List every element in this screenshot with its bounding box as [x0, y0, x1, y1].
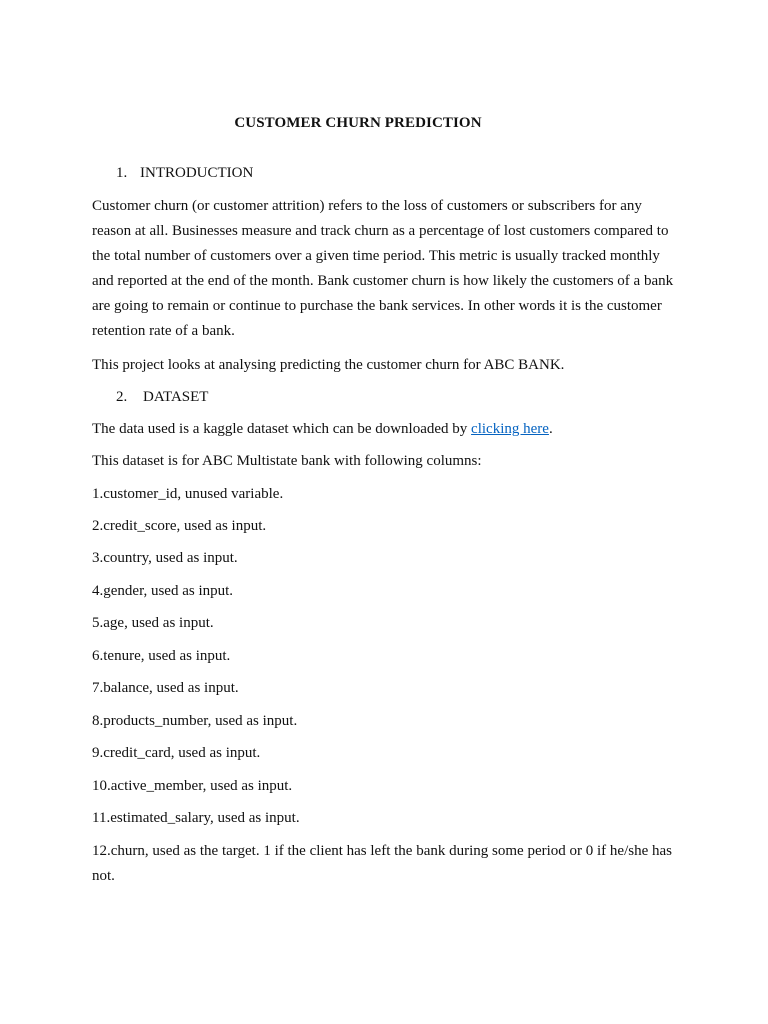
column-item: 8.products_number, used as input.	[92, 713, 298, 729]
dataset-intro	[92, 421, 553, 438]
section-number: 2.	[116, 389, 128, 405]
column-item-target: 12.churn, used as the target. 1 if the client has left the bank during some period or 0 if he/she has not.	[92, 843, 672, 884]
column-item: 3.country, used as input.	[92, 550, 238, 566]
column-item: 4.gender, used as input.	[92, 583, 234, 599]
column-item: 9.credit_card, used as input.	[92, 745, 261, 761]
section-heading-dataset	[116, 389, 208, 406]
column-item: 10.active_member, used as input.	[92, 778, 293, 794]
column-item: 2.credit_score, used as input.	[92, 518, 267, 534]
column-item: 5.age, used as input.	[92, 615, 214, 631]
document-title: CUSTOMER CHURN PREDICTION	[234, 115, 482, 131]
introduction-paragraph: Customer churn (or customer attrition) refers to the loss of customers or subscribers for any reason at all. Businesses measure and track churn as a percentage of lost customers compared to the total number of customers over a given time period. This metric is usually tracked monthly and reported at the end of the month. Bank customer churn is how likely the customers of a bank are going to remain or continue to purchase the bank services. In other words it is the customer retention rate of a bank.	[92, 198, 674, 339]
section-heading-introduction	[116, 165, 253, 182]
section-number: 1.	[116, 165, 128, 181]
project-statement: This project looks at analysing predicting the customer churn for ABC BANK.	[92, 357, 565, 373]
column-item: 7.balance, used as input.	[92, 680, 239, 696]
column-item: 6.tenure, used as input.	[92, 648, 231, 664]
clicking-here-link[interactable]: clicking here	[471, 421, 549, 437]
section-title: DATASET	[143, 389, 209, 405]
dataset-intro-suffix: .	[548, 421, 553, 437]
columns-intro: This dataset is for ABC Multistate bank with following columns:	[92, 453, 482, 469]
column-item: 11.estimated_salary, used as input.	[92, 810, 300, 826]
column-item: 1.customer_id, unused variable.	[92, 486, 284, 502]
dataset-intro-text: The data used is a kaggle dataset which can be downloaded by	[92, 421, 472, 437]
section-title: INTRODUCTION	[140, 165, 254, 181]
